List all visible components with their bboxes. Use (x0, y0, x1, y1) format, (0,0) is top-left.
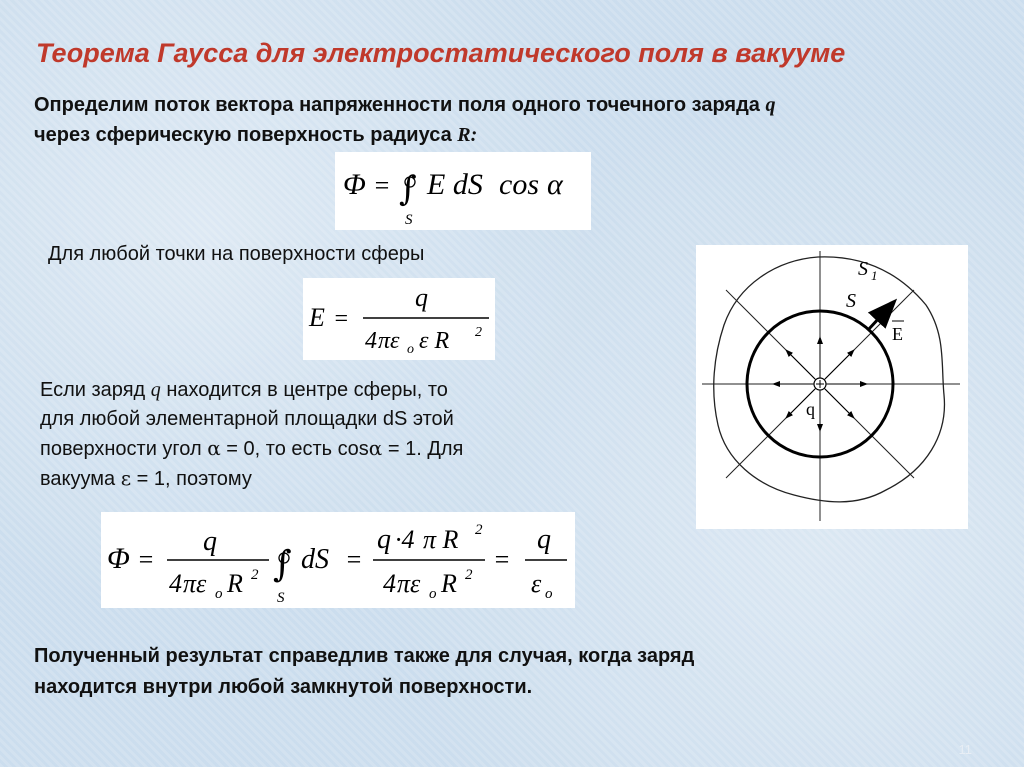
center-line2: для любой элементарной площадки dS этой (40, 408, 454, 430)
conclusion-text (34, 641, 974, 703)
svg-text:E: E (309, 303, 325, 332)
svg-text:ε: ε (531, 569, 542, 598)
center-line4-pre: вакуума (40, 468, 116, 490)
center-line3-pre: поверхности угол (40, 438, 202, 460)
svg-text:·4: ·4 (395, 525, 415, 554)
label-s: S (846, 290, 856, 312)
field-strength-formula (303, 278, 495, 360)
page-number: 11 (958, 742, 972, 757)
conclusion-line2: находится внутри любой замкнутой поверхности. (34, 676, 533, 698)
intro-var-q: q (765, 94, 776, 116)
svg-text:S: S (405, 212, 413, 228)
epsilon-symbol: ε (120, 466, 132, 490)
svg-text:4: 4 (365, 328, 377, 354)
svg-text:4: 4 (169, 569, 182, 598)
center-line4 (40, 464, 600, 494)
svg-text:2: 2 (475, 522, 483, 538)
surface-point-text: Для любой точки на поверхности сферы (48, 243, 425, 265)
center-line1 (40, 376, 600, 405)
svg-text:E dS: E dS (427, 168, 483, 201)
svg-text:πε: πε (397, 569, 421, 598)
svg-text:o: o (215, 586, 223, 602)
svg-text:Φ: Φ (343, 168, 366, 201)
svg-text:4: 4 (383, 569, 396, 598)
svg-text:∫: ∫ (399, 169, 417, 209)
svg-text:o: o (407, 342, 414, 357)
label-s1-sub: 1 (871, 268, 878, 283)
gauss-result-formula (101, 512, 575, 608)
intro-var-r: R: (457, 124, 478, 146)
svg-text:q: q (415, 283, 428, 312)
intro-line1: Определим поток вектора напряженности поля одного точечного заряда (34, 94, 760, 116)
svg-text:R: R (227, 569, 243, 598)
gauss-result-svg (101, 512, 575, 608)
gauss-sphere-diagram (696, 245, 968, 529)
svg-text:S: S (277, 590, 285, 606)
svg-text:πε: πε (378, 328, 400, 354)
svg-text:o: o (429, 586, 437, 602)
label-s1: S (858, 258, 868, 280)
center-line3 (40, 434, 600, 464)
center-var-q: q (150, 379, 161, 401)
svg-text:q: q (203, 526, 217, 557)
svg-text:o: o (545, 586, 553, 602)
label-e: E (892, 324, 903, 344)
flux-integral-formula (335, 152, 591, 230)
svg-text:Φ: Φ (107, 542, 130, 575)
svg-text:cos: cos (499, 168, 539, 201)
svg-text:=: = (333, 306, 350, 332)
svg-text:ε R: ε R (419, 328, 450, 354)
center-line1-pre: Если заряд (40, 379, 146, 401)
svg-text:α: α (547, 168, 563, 201)
slide-title: Теорема Гаусса для электростатического поля в вакууме (36, 38, 846, 68)
sphere-diagram-svg (696, 245, 968, 529)
alpha-symbol: α (207, 436, 221, 460)
svg-text:2: 2 (465, 567, 473, 583)
svg-text:=: = (137, 545, 155, 574)
svg-text:=: = (493, 545, 511, 574)
field-strength-svg (303, 278, 495, 360)
center-line1-post: находится в центре сферы, то (166, 379, 448, 401)
center-line4-post: = 1, поэтому (136, 468, 252, 490)
alpha-symbol-2: α (368, 436, 383, 460)
svg-text:dS: dS (301, 544, 329, 575)
intro-line2: через сферическую поверхность радиуса (34, 124, 452, 146)
center-charge-text (40, 376, 600, 494)
svg-text:R: R (441, 569, 457, 598)
center-line3-mid: = 0, то есть cos (226, 438, 369, 460)
conclusion-line1: Полученный результат справедлив также для случая, когда заряд (34, 645, 695, 667)
svg-text:∫: ∫ (273, 544, 292, 585)
svg-text:q: q (537, 524, 551, 555)
svg-text:2: 2 (475, 325, 482, 340)
svg-text:=: = (373, 171, 391, 200)
intro-text (34, 90, 994, 150)
svg-text:π R: π R (423, 525, 459, 554)
center-line3-post: = 1. Для (387, 438, 464, 460)
svg-text:πε: πε (183, 569, 207, 598)
svg-text:q: q (377, 524, 391, 555)
svg-text:=: = (345, 545, 363, 574)
label-q: q (806, 399, 815, 419)
flux-integral-svg (335, 152, 591, 230)
svg-text:2: 2 (251, 567, 259, 583)
